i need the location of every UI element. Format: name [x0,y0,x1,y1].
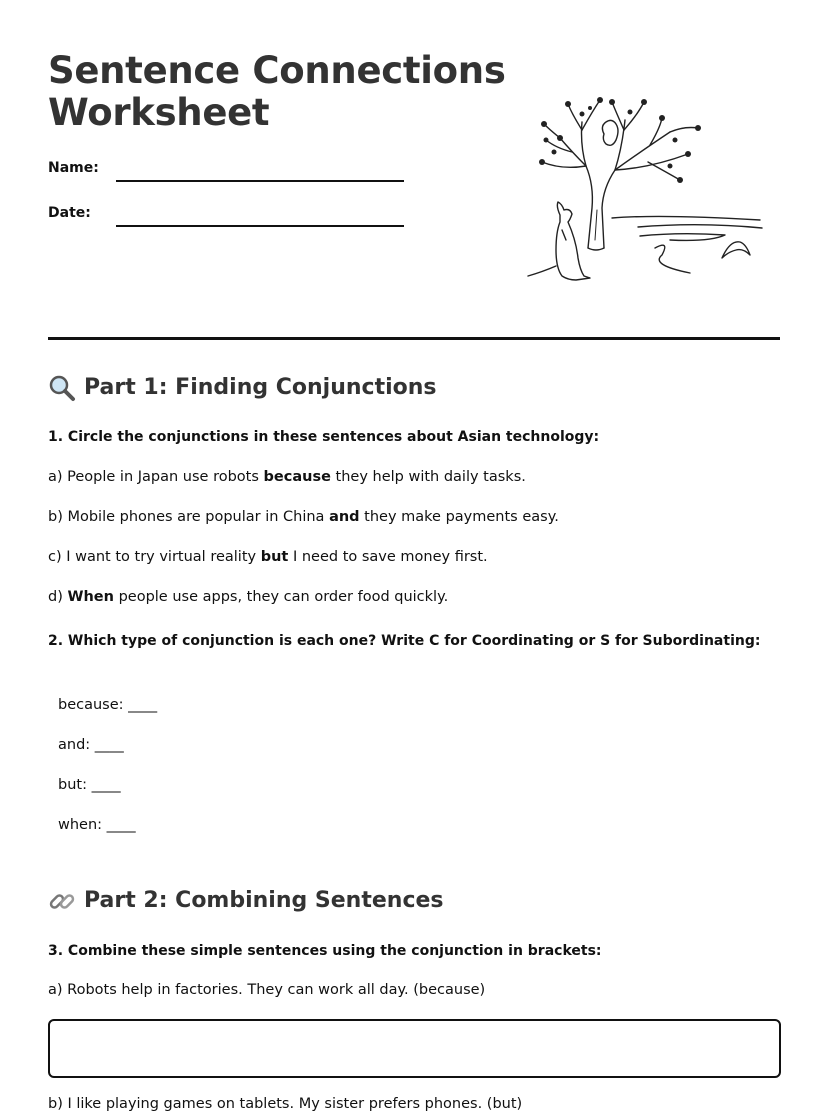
conjunction-because[interactable]: because [263,469,331,485]
sentence-d: d) When people use apps, they can order food quickly. [48,589,449,605]
name-line[interactable] [116,180,404,182]
conjunction-and[interactable]: and [329,509,360,525]
title-line-1: Sentence Connections [48,49,506,92]
part2-heading-text: Part 2: Combining Sentences [84,888,444,913]
conjunction-but[interactable]: but [260,549,289,565]
part2-heading [48,887,444,915]
header-divider [48,337,780,340]
combine-a: a) Robots help in factories. They can work all day. (because) [48,982,486,998]
worksheet-title [48,50,506,134]
title-line-2: Worksheet [48,91,270,134]
conjunction-when[interactable]: When [67,589,114,605]
question-1: 1. Circle the conjunctions in these sentences about Asian technology: [48,429,600,445]
sentence-b: b) Mobile phones are popular in China and they make payments easy. [48,509,559,525]
type-because[interactable]: because: ____ [58,697,158,713]
question-2: 2. Which type of conjunction is each one? Write C for Coordinating or S for Subordinating: [48,633,761,649]
type-and[interactable]: and: ____ [58,737,124,753]
date-line[interactable] [116,225,404,227]
combine-b: b) I like playing games on tablets. My sister prefers phones. (but) [48,1096,523,1112]
name-label: Name: [48,160,99,176]
part1-heading-text: Part 1: Finding Conjunctions [84,375,437,400]
sentence-a: a) People in Japan use robots because they help with daily tasks. [48,469,526,485]
link-icon [48,887,76,915]
part1-heading [48,374,437,402]
kangaroo-tree-illustration [520,90,770,290]
type-but[interactable]: but: ____ [58,777,121,793]
date-label: Date: [48,205,91,221]
sentence-c: c) I want to try virtual reality but I need to save money first. [48,549,488,565]
type-when[interactable]: when: ____ [58,817,136,833]
magnifying-glass-icon [48,374,76,402]
question-3: 3. Combine these simple sentences using the conjunction in brackets: [48,943,602,959]
answer-box-a[interactable] [48,1019,781,1078]
